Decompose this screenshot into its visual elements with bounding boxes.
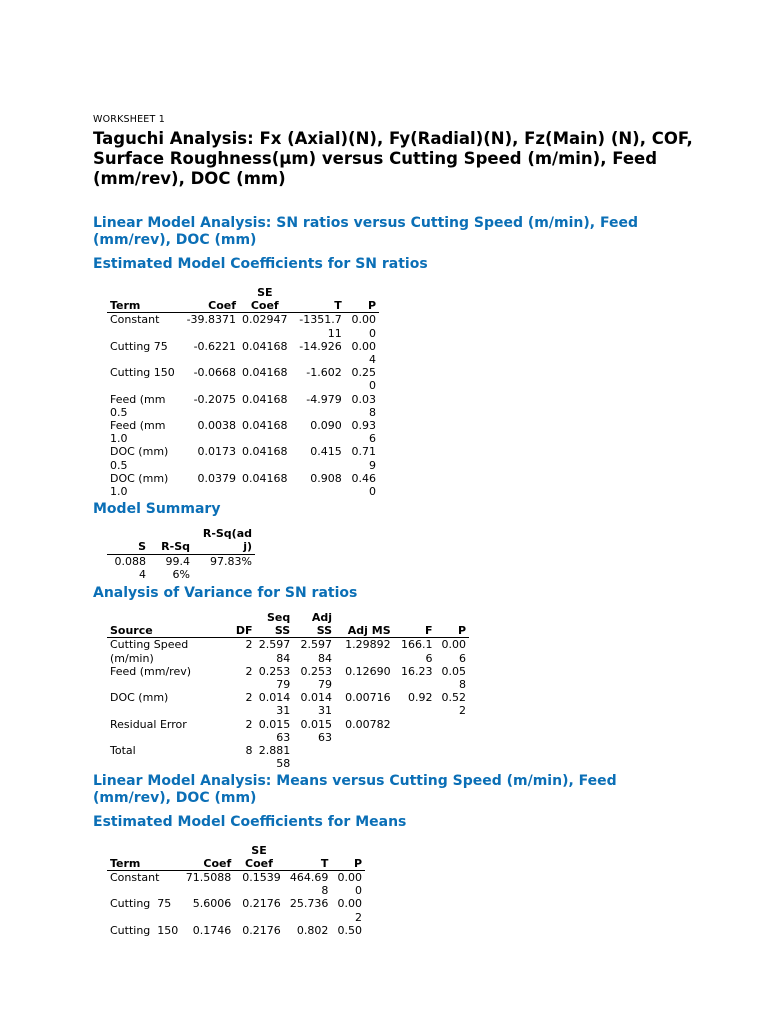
p-cell: 0.000 [351,313,376,340]
sn-analysis-title: Linear Model Analysis: SN ratios versus Cutting Speed (m/min), Feed (mm/rev), DOC (mm) [93,215,638,248]
col-header-se-coef: SE Coef [239,286,291,313]
adj-ms-cell: 0.12690 [345,664,391,678]
t-cell: -1.602 [306,366,342,380]
t-cell: -14.926 [299,339,342,353]
f-cell [394,744,436,770]
p-cell: 0.250 [351,366,376,393]
se-coef-cell: 0.02947 [242,313,288,327]
df-cell: 8 [245,744,253,758]
t-cell: -1351.711 [299,313,342,340]
p-cell: 0.058 [441,664,466,692]
seq-ss-cell: 0.25379 [258,664,291,692]
se-coef-cell: 0.04168 [242,339,288,353]
p-cell: 0.006 [441,638,466,665]
source-cell: DOC (mm) [110,691,169,705]
adj-ss-cell: 0.01431 [300,691,333,718]
se-coef-cell: 0.04168 [242,471,288,485]
s-cell: 0.0884 [114,554,146,581]
adj-ss-cell: 0.25379 [300,664,333,692]
term-cell: DOC (mm) 1.0 [110,471,169,499]
coef-cell: 0.0173 [197,445,237,459]
term-cell: Cutting 150 [110,923,179,937]
seq-ss-cell: 0.01563 [258,717,291,744]
p-cell: 0.460 [351,471,376,499]
t-cell: 25.736 [289,897,329,911]
table-row [107,313,379,340]
se-coef-cell: 0.2176 [242,923,281,937]
se-coef-cell: 0.04168 [242,392,288,406]
r-sq-cell: 99.46% [165,554,190,581]
table-row [107,554,255,581]
col-header-seq-ss: Seq SS [256,611,294,638]
col-header-f: F [394,611,436,638]
term-cell: Constant [110,313,160,327]
seq-ss-cell: 2.59784 [258,638,291,665]
term-cell: Cutting 75 [110,339,168,353]
means-analysis-title: Linear Model Analysis: Means versus Cutting Speed (m/min), Feed (mm/rev), DOC (mm) [93,772,617,806]
sn-coef-title: Estimated Model Coefficients for SN ratios [93,256,428,272]
se-coef-cell: 0.04168 [242,366,288,380]
p-cell: 0.522 [441,691,466,718]
adj-ss-cell [293,744,335,770]
df-cell: 2 [245,691,253,705]
source-cell: Feed (mm/rev) [110,664,192,678]
means-coef-table [107,844,365,937]
anova-sn-table [107,611,469,770]
coef-cell: -0.6221 [193,339,237,353]
coef-cell: 0.1746 [192,923,232,937]
p-cell: 0.000 [337,870,362,898]
model-summary-title: Model Summary [93,501,221,518]
f-cell: 0.92 [407,691,433,705]
term-cell: Feed (mm 0.5 [110,392,166,419]
coef-cell: -0.0668 [193,366,237,380]
coef-cell: 0.0038 [197,419,237,433]
f-cell [394,718,436,744]
adj-ss-cell: 2.59784 [300,638,333,665]
t-cell: 0.090 [310,419,342,433]
col-header-s: S [107,527,149,554]
table-row [107,445,379,471]
table-row [107,472,379,498]
col-header-adj-ss: Adj SS [293,611,335,638]
t-cell: 464.698 [289,870,329,898]
sn-coef-table [107,286,379,498]
p-cell [435,744,469,770]
f-cell: 16.23 [400,664,433,678]
col-header-t: T [291,286,345,313]
coef-cell: 5.6006 [192,897,232,911]
p-cell: 0.038 [351,392,376,419]
term-cell: Constant [110,870,160,884]
col-header-se-coef: SE Coef [234,844,283,871]
col-header-p: P [331,844,365,871]
table-row [107,393,379,419]
se-coef-cell: 0.2176 [242,897,281,911]
table-row [107,638,469,665]
table-row [107,691,469,717]
t-cell: -4.979 [306,392,342,406]
means-coef-title: Estimated Model Coefficients for Means [93,813,407,830]
term-cell: Cutting 150 [110,366,175,380]
coef-cell: 0.0379 [197,471,237,485]
r-sq-adj-cell: 97.83% [210,554,252,568]
worksheet-page [93,114,693,937]
col-header-term: Term [107,286,178,313]
table-row [107,897,365,923]
source-cell: Cutting Speed (m/min) [110,638,189,665]
se-coef-cell: 0.04168 [242,419,288,433]
source-cell: Residual Error [110,717,187,731]
p-cell: 0.719 [351,445,376,472]
table-row [107,924,365,937]
main-title: Taguchi Analysis: Fx (Axial)(N), Fy(Radial)(N), Fz(Main) (N), COF, Surface Roughness(μm) versus Cutting Speed (m/min), Feed (mm/rev), DOC (mm) [93,129,693,188]
coef-cell: 71.5088 [185,870,232,884]
col-header-df: DF [212,611,256,638]
adj-ms-cell: 1.29892 [345,638,391,652]
source-cell: Total [110,744,136,758]
table-row [107,340,379,366]
seq-ss-cell: 2.88158 [258,744,291,771]
f-cell: 166.16 [400,638,433,665]
p-cell: 0.936 [351,419,376,446]
col-header-coef: Coef [181,844,234,871]
col-header-r-sq-adj: R-Sq(adj) [193,527,255,554]
t-cell: 0.908 [310,471,342,485]
term-cell: Feed (mm 1.0 [110,419,166,446]
adj-ms-cell [335,744,394,770]
p-cell [435,718,469,744]
t-cell: 0.415 [310,445,342,459]
p-cell: 0.50 [337,923,362,937]
adj-ss-cell: 0.01563 [300,717,333,744]
term-cell: DOC (mm) 0.5 [110,445,169,472]
t-cell: 0.802 [296,923,329,937]
table-row [107,419,379,445]
table-row [107,665,469,691]
col-header-t: T [284,844,332,871]
adj-ms-cell: 0.00716 [345,691,391,705]
col-header-adj-ms: Adj MS [335,611,394,638]
col-header-p: P [435,611,469,638]
coef-cell: -0.2075 [193,392,237,406]
table-row [107,744,469,770]
seq-ss-cell: 0.01431 [258,691,291,718]
df-cell: 2 [245,664,253,678]
col-header-source: Source [107,611,212,638]
col-header-p: P [345,286,379,313]
se-coef-cell: 0.04168 [242,445,288,459]
se-coef-cell: 0.1539 [242,870,281,884]
term-cell: Cutting 75 [110,897,172,911]
worksheet-label: WORKSHEET 1 [93,114,165,125]
col-header-coef: Coef [178,286,239,313]
model-summary-table [107,527,255,581]
df-cell: 2 [245,717,253,731]
p-cell: 0.004 [351,339,376,367]
df-cell: 2 [245,638,253,652]
col-header-r-sq: R-Sq [149,527,193,554]
col-header-term: Term [107,844,181,871]
adj-ms-cell: 0.00782 [345,717,391,731]
p-cell: 0.002 [337,897,362,924]
table-row [107,718,469,744]
anova-sn-title: Analysis of Variance for SN ratios [93,585,358,602]
table-row [107,366,379,392]
coef-cell: -39.8371 [186,313,237,327]
table-row [107,870,365,897]
